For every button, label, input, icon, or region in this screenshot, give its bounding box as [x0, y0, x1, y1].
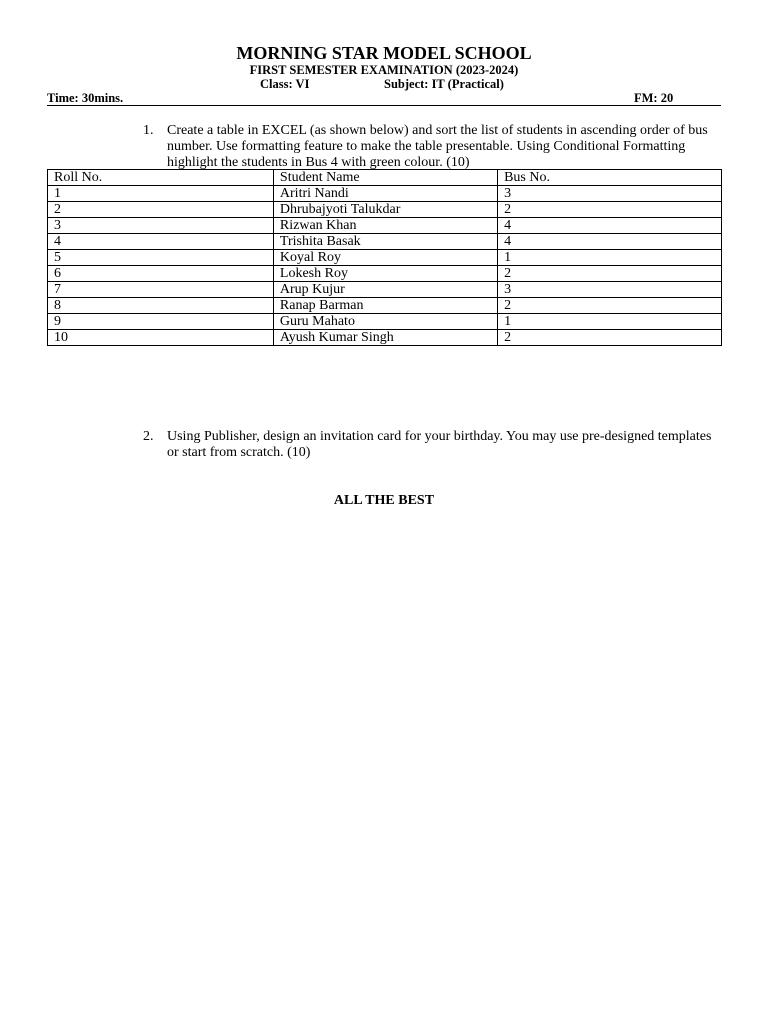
header-roll-no: Roll No.: [48, 170, 274, 186]
question-text: Using Publisher, design an invitation card for your birthday. You may use pre-designed templates or start from scratch. (10): [167, 429, 712, 460]
question-number: 1.: [143, 123, 154, 138]
bus-no-cell: 1: [498, 250, 722, 266]
roll-no-cell: 7: [48, 282, 274, 298]
roll-no-cell: 9: [48, 314, 274, 330]
roll-no-cell: 8: [48, 298, 274, 314]
header-bus-no: Bus No.: [498, 170, 722, 186]
exam-title: FIRST SEMESTER EXAMINATION (2023-2024): [249, 63, 519, 77]
bus-no-cell: 3: [498, 282, 722, 298]
table-row: [48, 330, 722, 346]
header-meta-line: [47, 91, 721, 106]
bus-no-cell: 2: [498, 298, 722, 314]
table-row: [48, 218, 722, 234]
table-row: [48, 250, 722, 266]
question-2: [143, 429, 723, 461]
closing-message: ALL THE BEST: [333, 493, 435, 508]
table-row: [48, 186, 722, 202]
question-text: Create a table in EXCEL (as shown below) and sort the list of students in ascending order of bus number. Use formatting feature to make the table presentable. Using Conditional Formatting highlight the students in Bus 4 with green colour. (10): [167, 123, 708, 170]
table-row: [48, 266, 722, 282]
table-row: [48, 282, 722, 298]
student-name-cell: Guru Mahato: [273, 314, 497, 330]
bus-no-cell: 4: [498, 218, 722, 234]
student-name-cell: Lokesh Roy: [273, 266, 497, 282]
student-name-cell: Dhrubajyoti Talukdar: [273, 202, 497, 218]
student-name-cell: Arup Kujur: [273, 282, 497, 298]
student-name-cell: Rizwan Khan: [273, 218, 497, 234]
roll-no-cell: 2: [48, 202, 274, 218]
bus-no-cell: 2: [498, 266, 722, 282]
roll-no-cell: 10: [48, 330, 274, 346]
roll-no-cell: 6: [48, 266, 274, 282]
bus-no-cell: 2: [498, 330, 722, 346]
student-name-cell: Aritri Nandi: [273, 186, 497, 202]
time-label: Time: 30mins.: [47, 91, 124, 105]
student-name-cell: Ranap Barman: [273, 298, 497, 314]
table-row: [48, 314, 722, 330]
header-student-name: Student Name: [273, 170, 497, 186]
table-row: [48, 202, 722, 218]
student-name-cell: Ayush Kumar Singh: [273, 330, 497, 346]
student-name-cell: Koyal Roy: [273, 250, 497, 266]
table-row: [48, 234, 722, 250]
school-name: MORNING STAR MODEL SCHOOL: [236, 43, 532, 63]
roll-no-cell: 1: [48, 186, 274, 202]
full-marks-label: FM: 20: [634, 91, 674, 105]
roll-no-cell: 4: [48, 234, 274, 250]
bus-no-cell: 3: [498, 186, 722, 202]
roll-no-cell: 3: [48, 218, 274, 234]
student-name-cell: Trishita Basak: [273, 234, 497, 250]
question-number: 2.: [143, 429, 154, 444]
bus-no-cell: 4: [498, 234, 722, 250]
table-row: [48, 298, 722, 314]
table-header-row: [48, 170, 722, 186]
students-table: [47, 169, 722, 346]
bus-no-cell: 2: [498, 202, 722, 218]
bus-no-cell: 1: [498, 314, 722, 330]
subject-label: Subject: IT (Practical): [384, 77, 504, 91]
class-label: Class: VI: [260, 77, 310, 91]
question-1: [143, 123, 723, 171]
roll-no-cell: 5: [48, 250, 274, 266]
